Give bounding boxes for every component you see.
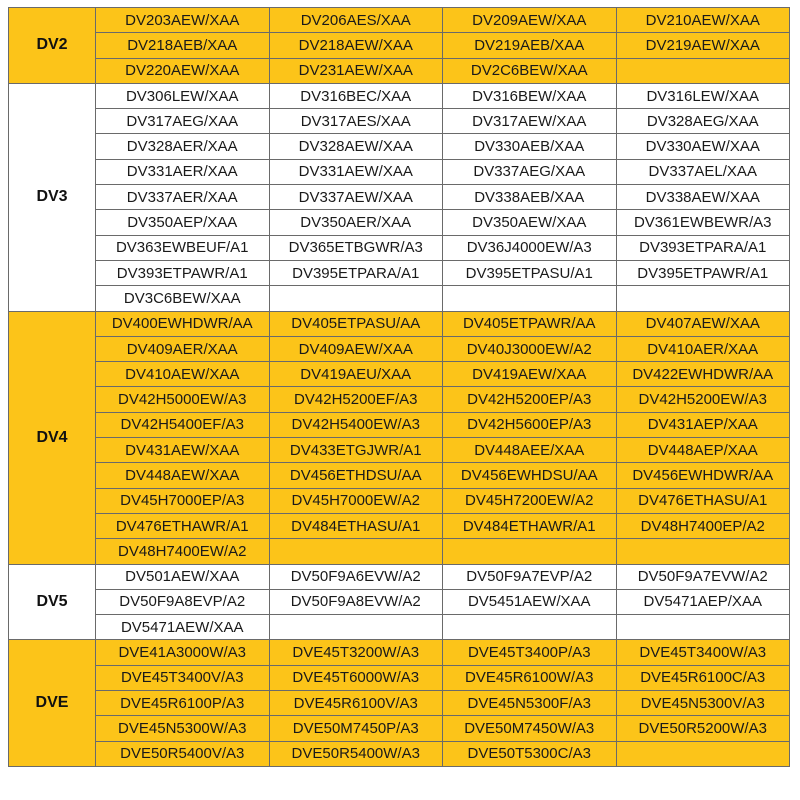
model-number-cell: DVE45N5300W/A3 (96, 716, 270, 741)
model-number-cell: DV337AEL/XAA (616, 159, 790, 184)
model-number-cell: DV5471AEW/XAA (96, 615, 270, 640)
table-row (9, 33, 790, 58)
model-number-cell: DV331AEW/XAA (269, 159, 443, 184)
empty-cell (269, 615, 443, 640)
empty-cell (269, 286, 443, 311)
table-row (9, 615, 790, 640)
model-number-cell: DV5451AEW/XAA (443, 589, 617, 614)
model-number-cell: DV448AEP/XAA (616, 438, 790, 463)
model-number-cell: DV317AEW/XAA (443, 109, 617, 134)
model-number-cell: DVE45N5300V/A3 (616, 691, 790, 716)
table-row (9, 311, 790, 336)
model-number-cell: DV42H5000EW/A3 (96, 387, 270, 412)
table-row (9, 109, 790, 134)
table-row (9, 741, 790, 766)
table-row (9, 564, 790, 589)
table-row (9, 412, 790, 437)
model-number-cell: DV456EWHDWR/AA (616, 463, 790, 488)
model-number-cell: DV350AEW/XAA (443, 210, 617, 235)
model-number-cell: DV218AEB/XAA (96, 33, 270, 58)
model-number-cell: DV393ETPARA/A1 (616, 235, 790, 260)
model-number-cell: DV218AEW/XAA (269, 33, 443, 58)
model-number-cell: DV316BEC/XAA (269, 83, 443, 108)
empty-cell (616, 741, 790, 766)
model-number-cell: DV407AEW/XAA (616, 311, 790, 336)
series-label: DV3 (9, 83, 96, 311)
series-label: DV5 (9, 564, 96, 640)
model-number-cell: DV40J3000EW/A2 (443, 336, 617, 361)
model-number-cell: DV431AEW/XAA (96, 438, 270, 463)
model-number-cell: DV2C6BEW/XAA (443, 58, 617, 83)
model-number-cell: DV42H5400EW/A3 (269, 412, 443, 437)
model-number-cell: DV50F9A7EVW/A2 (616, 564, 790, 589)
model-number-cell: DV410AEW/XAA (96, 362, 270, 387)
model-number-cell: DVE45R6100V/A3 (269, 691, 443, 716)
model-number-cell: DV316LEW/XAA (616, 83, 790, 108)
table-row (9, 210, 790, 235)
model-number-cell: DV365ETBGWR/A3 (269, 235, 443, 260)
model-number-cell: DV484ETHAWR/A1 (443, 513, 617, 538)
table-row (9, 83, 790, 108)
model-number-cell: DV206AES/XAA (269, 8, 443, 33)
model-number-cell: DV361EWBEWR/A3 (616, 210, 790, 235)
model-number-cell: DVE45T3200W/A3 (269, 640, 443, 665)
model-number-cell: DVE45N5300F/A3 (443, 691, 617, 716)
model-number-cell: DV393ETPAWR/A1 (96, 260, 270, 285)
model-number-cell: DV448AEE/XAA (443, 438, 617, 463)
model-number-cell: DV42H5200EP/A3 (443, 387, 617, 412)
model-number-cell: DVE45T3400V/A3 (96, 665, 270, 690)
model-number-cell: DV42H5200EW/A3 (616, 387, 790, 412)
series-label: DV2 (9, 8, 96, 84)
empty-cell (443, 286, 617, 311)
model-number-cell: DV5471AEP/XAA (616, 589, 790, 614)
model-number-cell: DV231AEW/XAA (269, 58, 443, 83)
empty-cell (616, 58, 790, 83)
model-number-cell: DV48H7400EP/A2 (616, 513, 790, 538)
empty-cell (616, 286, 790, 311)
model-number-cell: DV410AER/XAA (616, 336, 790, 361)
model-number-cell: DV456ETHDSU/AA (269, 463, 443, 488)
model-number-cell: DV337AEG/XAA (443, 159, 617, 184)
model-number-cell: DV36J4000EW/A3 (443, 235, 617, 260)
model-number-cell: DV3C6BEW/XAA (96, 286, 270, 311)
model-number-cell: DV316BEW/XAA (443, 83, 617, 108)
model-number-cell: DV330AEW/XAA (616, 134, 790, 159)
model-number-cell: DV476ETHASU/A1 (616, 488, 790, 513)
model-number-cell: DV456EWHDSU/AA (443, 463, 617, 488)
model-number-cell: DVE45T3400P/A3 (443, 640, 617, 665)
model-number-cell: DV50F9A8EVP/A2 (96, 589, 270, 614)
model-number-cell: DV45H7000EW/A2 (269, 488, 443, 513)
model-number-cell: DV409AER/XAA (96, 336, 270, 361)
model-number-cell: DVE50R5400V/A3 (96, 741, 270, 766)
table-row (9, 539, 790, 564)
series-label: DV4 (9, 311, 96, 564)
table-row (9, 286, 790, 311)
model-number-cell: DV306LEW/XAA (96, 83, 270, 108)
model-number-cell: DV395ETPAWR/A1 (616, 260, 790, 285)
empty-cell (616, 615, 790, 640)
table-row (9, 665, 790, 690)
model-number-cell: DV337AER/XAA (96, 185, 270, 210)
table-row (9, 159, 790, 184)
table-row (9, 438, 790, 463)
model-number-cell: DVE50M7450P/A3 (269, 716, 443, 741)
model-number-cell: DVE50R5400W/A3 (269, 741, 443, 766)
model-number-cell: DV203AEW/XAA (96, 8, 270, 33)
model-number-cell: DV317AEG/XAA (96, 109, 270, 134)
model-number-cell: DVE45R6100C/A3 (616, 665, 790, 690)
model-number-cell: DV330AEB/XAA (443, 134, 617, 159)
model-number-cell: DV431AEP/XAA (616, 412, 790, 437)
empty-cell (269, 539, 443, 564)
model-number-cell: DVE45T3400W/A3 (616, 640, 790, 665)
model-number-cell: DVE45R6100P/A3 (96, 691, 270, 716)
models-table-body (9, 8, 790, 767)
table-row (9, 134, 790, 159)
model-number-cell: DV328AEW/XAA (269, 134, 443, 159)
model-number-cell: DV400EWHDWR/AA (96, 311, 270, 336)
model-number-cell: DV48H7400EW/A2 (96, 539, 270, 564)
table-row (9, 716, 790, 741)
table-row (9, 58, 790, 83)
table-row (9, 260, 790, 285)
model-number-cell: DV448AEW/XAA (96, 463, 270, 488)
model-number-cell: DV409AEW/XAA (269, 336, 443, 361)
model-number-cell: DV405ETPAWR/AA (443, 311, 617, 336)
model-number-cell: DV45H7000EP/A3 (96, 488, 270, 513)
model-number-cell: DV45H7200EW/A2 (443, 488, 617, 513)
model-number-cell: DV484ETHASU/A1 (269, 513, 443, 538)
model-number-cell: DV50F9A7EVP/A2 (443, 564, 617, 589)
empty-cell (443, 615, 617, 640)
model-number-cell: DV50F9A8EVW/A2 (269, 589, 443, 614)
model-number-cell: DV209AEW/XAA (443, 8, 617, 33)
table-row (9, 362, 790, 387)
table-row (9, 235, 790, 260)
model-number-cell: DV405ETPASU/AA (269, 311, 443, 336)
model-number-cell: DVE50R5200W/A3 (616, 716, 790, 741)
table-row (9, 8, 790, 33)
table-row (9, 513, 790, 538)
model-number-cell: DV42H5400EF/A3 (96, 412, 270, 437)
model-number-cell: DVE50T5300C/A3 (443, 741, 617, 766)
table-row (9, 488, 790, 513)
model-number-cell: DVE41A3000W/A3 (96, 640, 270, 665)
table-row (9, 185, 790, 210)
model-number-cell: DV338AEW/XAA (616, 185, 790, 210)
table-row (9, 387, 790, 412)
model-number-cell: DV219AEB/XAA (443, 33, 617, 58)
model-number-cell: DV219AEW/XAA (616, 33, 790, 58)
table-row (9, 640, 790, 665)
model-number-cell: DV42H5200EF/A3 (269, 387, 443, 412)
model-number-cell: DV395ETPARA/A1 (269, 260, 443, 285)
empty-cell (443, 539, 617, 564)
table-row (9, 336, 790, 361)
model-number-cell: DV350AEP/XAA (96, 210, 270, 235)
model-number-cell: DV337AEW/XAA (269, 185, 443, 210)
model-number-cell: DV433ETGJWR/A1 (269, 438, 443, 463)
model-number-cell: DV395ETPASU/A1 (443, 260, 617, 285)
table-row (9, 463, 790, 488)
model-number-cell: DV363EWBEUF/A1 (96, 235, 270, 260)
model-number-cell: DV476ETHAWR/A1 (96, 513, 270, 538)
table-row (9, 589, 790, 614)
model-number-cell: DV350AER/XAA (269, 210, 443, 235)
model-number-cell: DV338AEB/XAA (443, 185, 617, 210)
empty-cell (616, 539, 790, 564)
model-number-cell: DV331AER/XAA (96, 159, 270, 184)
model-number-cell: DV42H5600EP/A3 (443, 412, 617, 437)
model-number-cell: DV328AER/XAA (96, 134, 270, 159)
compatible-models-table (8, 7, 790, 767)
model-number-cell: DVE45R6100W/A3 (443, 665, 617, 690)
model-number-cell: DVE45T6000W/A3 (269, 665, 443, 690)
model-number-cell: DV422EWHDWR/AA (616, 362, 790, 387)
model-number-cell: DV419AEW/XAA (443, 362, 617, 387)
model-number-cell: DV419AEU/XAA (269, 362, 443, 387)
model-number-cell: DVE50M7450W/A3 (443, 716, 617, 741)
model-number-cell: DV328AEG/XAA (616, 109, 790, 134)
model-number-cell: DV317AES/XAA (269, 109, 443, 134)
model-number-cell: DV210AEW/XAA (616, 8, 790, 33)
series-label: DVE (9, 640, 96, 766)
model-number-cell: DV50F9A6EVW/A2 (269, 564, 443, 589)
model-number-cell: DV220AEW/XAA (96, 58, 270, 83)
table-row (9, 691, 790, 716)
model-number-cell: DV501AEW/XAA (96, 564, 270, 589)
